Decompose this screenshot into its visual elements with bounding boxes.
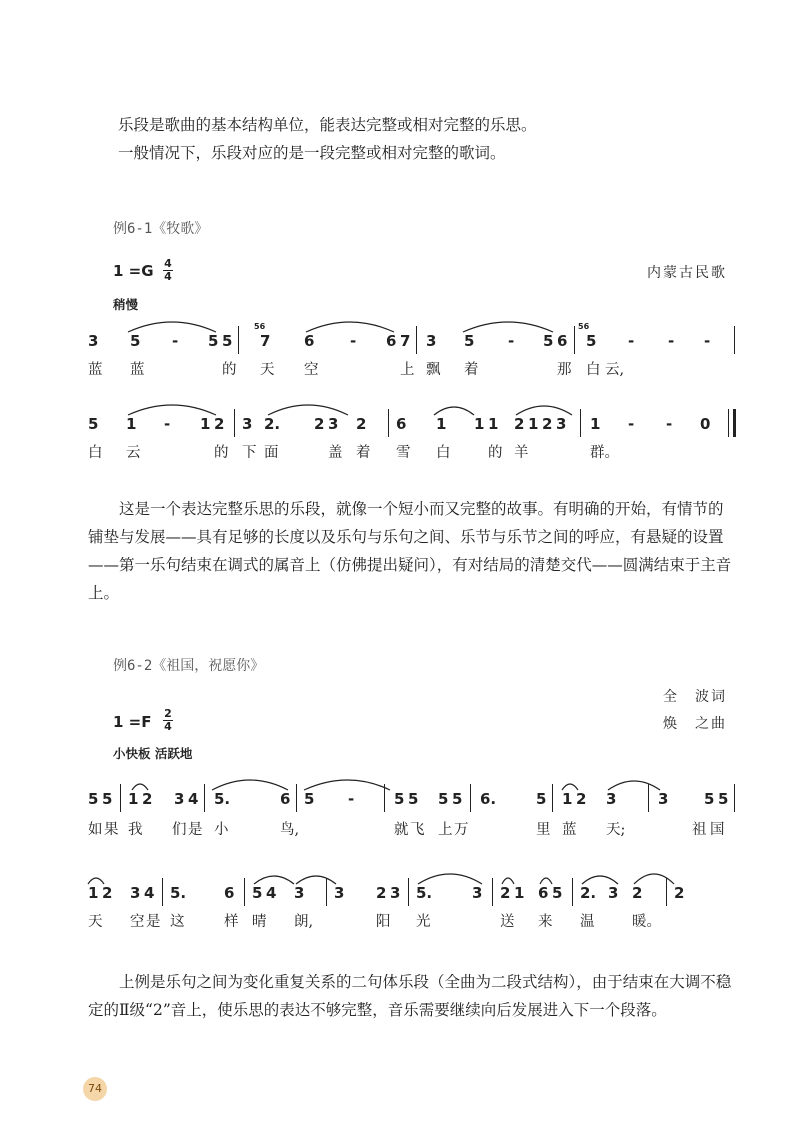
note: 5 bbox=[536, 790, 547, 808]
note: 6 bbox=[557, 332, 568, 350]
lyric: 就 bbox=[394, 822, 409, 838]
example-1-key: 1 =G bbox=[113, 262, 154, 280]
lyric: 我 bbox=[128, 822, 143, 838]
time-bottom: 4 bbox=[164, 720, 172, 733]
note: 7 bbox=[400, 332, 411, 350]
final-bar-line bbox=[728, 409, 736, 437]
note: 3 bbox=[294, 884, 305, 902]
bar-line bbox=[492, 878, 493, 906]
lyric: 空 bbox=[130, 914, 145, 930]
bar-line bbox=[734, 784, 735, 812]
note: 5 bbox=[586, 332, 597, 350]
lyric: 盖 bbox=[328, 445, 343, 461]
lyric: 面 bbox=[264, 445, 279, 461]
note: 6 bbox=[396, 415, 407, 433]
note: 2 bbox=[500, 884, 511, 902]
bar-line bbox=[296, 784, 297, 812]
note: 3 bbox=[472, 884, 483, 902]
lyric: 的 bbox=[488, 445, 503, 461]
lyric: 朗, bbox=[294, 914, 314, 930]
lyric: 送 bbox=[500, 914, 515, 930]
example-2-title: 例6-2《祖国，祝愿你》 bbox=[113, 658, 265, 674]
note: 3 bbox=[334, 884, 345, 902]
note: 3 bbox=[390, 884, 401, 902]
note: 6. bbox=[480, 790, 497, 808]
note: 5 bbox=[452, 790, 463, 808]
lyric: 白 bbox=[88, 445, 103, 461]
example-1-lyrics-row-1 bbox=[88, 358, 738, 380]
note: 1 bbox=[88, 884, 99, 902]
note: - bbox=[704, 332, 711, 350]
note: 2 bbox=[142, 790, 153, 808]
lyric: 空 bbox=[304, 362, 319, 378]
note: 2 bbox=[314, 415, 325, 433]
note: 3 bbox=[88, 332, 99, 350]
paragraph-1: 这是一个表达完整乐思的乐段，就像一个短小而又完整的故事。有明确的开始，有情节的铺垫与发展——具有足够的长度以及乐句与乐句之间、乐节与乐节之间的呼应，有悬疑的设置——第一乐句结束在调式的属音上（仿佛提出疑问），有对结局的清楚交代——圆满结束于主音上。 bbox=[88, 500, 732, 602]
lyric: 国 bbox=[710, 822, 725, 838]
example-1-origin: 内蒙古民歌 bbox=[647, 265, 727, 281]
example-2-key: 1 =F bbox=[113, 713, 152, 731]
bar-line bbox=[384, 784, 385, 812]
lyric: 羊 bbox=[514, 445, 529, 461]
note: 6 bbox=[386, 332, 397, 350]
lyric: 上 bbox=[438, 822, 453, 838]
lyric: 温 bbox=[580, 914, 595, 930]
note: 1 bbox=[474, 415, 485, 433]
lyric: 万 bbox=[454, 822, 469, 838]
note: 1 bbox=[488, 415, 499, 433]
note: 5 bbox=[718, 790, 729, 808]
note: - bbox=[350, 332, 357, 350]
note: 2 bbox=[102, 884, 113, 902]
note: 1 bbox=[528, 415, 539, 433]
note: 5 bbox=[88, 790, 99, 808]
bar-line bbox=[552, 784, 553, 812]
lyric: 天; bbox=[606, 822, 626, 838]
lyric: 群。 bbox=[590, 445, 619, 461]
note: 4 bbox=[144, 884, 155, 902]
note: 2 bbox=[542, 415, 553, 433]
lyric: 的 bbox=[214, 445, 229, 461]
note: 1 bbox=[200, 415, 211, 433]
bar-line bbox=[234, 409, 235, 437]
note: 2 bbox=[356, 415, 367, 433]
note: 5 bbox=[408, 790, 419, 808]
lyric: 上 bbox=[400, 362, 415, 378]
bar-line bbox=[416, 326, 417, 354]
note: 5 bbox=[543, 332, 554, 350]
lyric: 飞 bbox=[410, 822, 425, 838]
lyric: 云, bbox=[605, 362, 625, 378]
lyric: 那 bbox=[557, 362, 572, 378]
slurs bbox=[88, 318, 738, 348]
note: 5 bbox=[222, 332, 233, 350]
note: 7 bbox=[260, 332, 271, 350]
note: 4 bbox=[188, 790, 199, 808]
lyric: 蓝 bbox=[130, 362, 145, 378]
example-1-title: 例6-1《牧歌》 bbox=[113, 221, 209, 237]
note: 3 bbox=[426, 332, 437, 350]
bar-line bbox=[238, 326, 239, 354]
note: - bbox=[628, 332, 635, 350]
example-1-tempo: 稍慢 bbox=[113, 297, 139, 312]
lyric: 云 bbox=[126, 445, 141, 461]
lyric: 暖。 bbox=[632, 914, 661, 930]
lyric: 阳 bbox=[376, 914, 391, 930]
example-2-composer: 焕 之曲 bbox=[663, 716, 727, 732]
note: 2 bbox=[514, 415, 525, 433]
lyric: 白 bbox=[586, 362, 601, 378]
note: 1 bbox=[590, 415, 601, 433]
intro-line-2: 一般情况下，乐段对应的是一段完整或相对完整的歌词。 bbox=[118, 144, 506, 162]
lyric: 蓝 bbox=[562, 822, 577, 838]
note: - bbox=[508, 332, 515, 350]
note: - bbox=[348, 790, 355, 808]
bar-line bbox=[572, 878, 573, 906]
lyric: 们 bbox=[172, 822, 187, 838]
lyric: 样 bbox=[224, 914, 239, 930]
note: 5 bbox=[438, 790, 449, 808]
note: 2 bbox=[674, 884, 685, 902]
note: 2 bbox=[376, 884, 387, 902]
lyric: 天 bbox=[260, 362, 275, 378]
note: - bbox=[666, 415, 673, 433]
bar-line bbox=[408, 878, 409, 906]
note: 6 bbox=[304, 332, 315, 350]
bar-line bbox=[120, 784, 121, 812]
note: - bbox=[164, 415, 171, 433]
time-top: 4 bbox=[164, 257, 172, 270]
time-bottom: 4 bbox=[164, 270, 172, 283]
note: 5 bbox=[464, 332, 475, 350]
bar-line bbox=[666, 878, 667, 906]
lyric: 的 bbox=[222, 362, 237, 378]
note: 3 bbox=[328, 415, 339, 433]
note: 3 bbox=[556, 415, 567, 433]
note: 5. bbox=[416, 884, 433, 902]
bar-line bbox=[470, 784, 471, 812]
note: 2. bbox=[580, 884, 597, 902]
intro-line-1: 乐段是歌曲的基本结构单位，能表达完整或相对完整的乐思。 bbox=[118, 116, 537, 134]
lyric: 是 bbox=[188, 822, 203, 838]
bar-line bbox=[326, 878, 327, 906]
bar-line bbox=[204, 784, 205, 812]
note: 6 bbox=[280, 790, 291, 808]
lyric: 果 bbox=[104, 822, 119, 838]
lyric: 飘 bbox=[426, 362, 441, 378]
note: 5 bbox=[102, 790, 113, 808]
note: 3 bbox=[130, 884, 141, 902]
note: 5. bbox=[170, 884, 187, 902]
note: 3 bbox=[174, 790, 185, 808]
bar-line bbox=[162, 878, 163, 906]
lyric: 如 bbox=[88, 822, 103, 838]
note: 6 bbox=[224, 884, 235, 902]
lyric: 晴 bbox=[252, 914, 267, 930]
example-1-time-signature bbox=[162, 258, 174, 283]
note: 1 bbox=[514, 884, 525, 902]
note: 3 bbox=[608, 884, 619, 902]
note: 3 bbox=[658, 790, 669, 808]
note: 5 bbox=[552, 884, 563, 902]
lyric: 雪 bbox=[396, 445, 411, 461]
note: 2 bbox=[576, 790, 587, 808]
lyric: 鸟, bbox=[280, 822, 300, 838]
lyric: 白 bbox=[436, 445, 451, 461]
note: 5 bbox=[304, 790, 315, 808]
note: 5 bbox=[208, 332, 219, 350]
note: 5. bbox=[214, 790, 231, 808]
lyric: 来 bbox=[538, 914, 553, 930]
note: - bbox=[172, 332, 179, 350]
lyric: 里 bbox=[536, 822, 551, 838]
lyric: 天 bbox=[88, 914, 103, 930]
note: 1 bbox=[126, 415, 137, 433]
note: 5 bbox=[252, 884, 263, 902]
lyric: 着 bbox=[464, 362, 479, 378]
time-top: 2 bbox=[164, 707, 172, 720]
lyric: 着 bbox=[356, 445, 371, 461]
note: 0 bbox=[700, 415, 711, 433]
grace-note: 56 bbox=[254, 322, 266, 331]
example-2-lyrics-row-1 bbox=[88, 818, 738, 840]
example-2-time-signature bbox=[162, 708, 174, 733]
note: 6 bbox=[538, 884, 549, 902]
bar-line bbox=[580, 409, 581, 437]
note: 2. bbox=[264, 415, 281, 433]
lyric: 下 bbox=[242, 445, 257, 461]
bar-line bbox=[734, 326, 735, 354]
bar-line bbox=[388, 409, 389, 437]
page-number: 74 bbox=[83, 1077, 107, 1101]
note: - bbox=[668, 332, 675, 350]
note: 2 bbox=[632, 884, 643, 902]
bar-line bbox=[244, 878, 245, 906]
example-2-tempo: 小快板 活跃地 bbox=[113, 746, 193, 761]
lyric: 是 bbox=[146, 914, 161, 930]
bar-line bbox=[648, 784, 649, 812]
note: 5 bbox=[88, 415, 99, 433]
note: 1 bbox=[562, 790, 573, 808]
lyric: 蓝 bbox=[88, 362, 103, 378]
grace-note: 56 bbox=[578, 322, 590, 331]
note: 5 bbox=[704, 790, 715, 808]
lyric: 祖 bbox=[692, 822, 707, 838]
note: 1 bbox=[436, 415, 447, 433]
lyric: 光 bbox=[416, 914, 431, 930]
slurs bbox=[88, 401, 738, 431]
note: 2 bbox=[214, 415, 225, 433]
bar-line bbox=[574, 326, 575, 354]
example-2-lyricist: 全 波词 bbox=[663, 689, 727, 705]
note: - bbox=[628, 415, 635, 433]
note: 3 bbox=[242, 415, 253, 433]
note: 3 bbox=[606, 790, 617, 808]
lyric: 这 bbox=[170, 914, 185, 930]
example-2-lyrics-row-2 bbox=[88, 910, 738, 932]
lyric: 小 bbox=[214, 822, 229, 838]
note: 5 bbox=[130, 332, 141, 350]
paragraph-2: 上例是乐句之间为变化重复关系的二句体乐段（全曲为二段式结构），由于结束在大调不稳定的Ⅱ级“2”音上，使乐思的表达不够完整，音乐需要继续向后发展进入下一个段落。 bbox=[88, 973, 732, 1019]
note: 1 bbox=[128, 790, 139, 808]
example-1-lyrics-row-2 bbox=[88, 441, 738, 463]
note: 5 bbox=[394, 790, 405, 808]
note: 4 bbox=[266, 884, 277, 902]
